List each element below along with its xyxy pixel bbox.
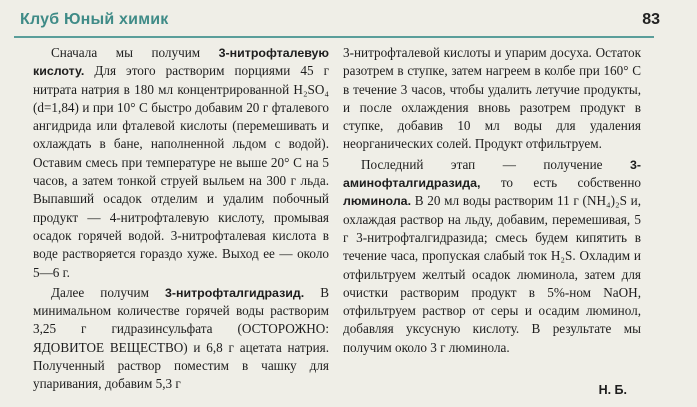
paragraph-nitrophthalic-acid <box>33 44 329 282</box>
paragraph-luminol <box>343 156 641 357</box>
paragraph-text: Сначала мы получим <box>51 45 219 60</box>
paragraph-text: В 20 мл воды растворим 11 г (NH₄)₂S и, охлаждая раствор на льду, добавим, перемешивая, 5 г 3-нитрофталгидразида; смесь будем кипятить в течение часа, пропуская слабый ток H₂S. Охладим и отфильтруем желтый осадок люминола, затем для очистки растворим продукт в 5%-ном NaOH, отфильтруем раствор от серы и осадим люминол, добавляя уксусную кислоту. В результате мы получим около 3 г люминола. <box>343 193 641 355</box>
paragraph-text: то есть собственно <box>480 175 641 191</box>
paragraph-text: Последний этап — получение <box>361 156 630 172</box>
term-aminophthalhydrazide: 3-аминофталгидразида, <box>343 157 641 191</box>
paragraph-text: Далее получим <box>51 284 165 300</box>
paragraph-text: В минимальном количестве горячей воды растворим 3,25 г гидразинсульфата (ОСТОРОЖНО: ЯДОВИТОЕ ВЕЩЕСТВО) и 6,8 г ацетата натрия. Полученный раствор поместим в чашку для упаривания, добавим 5,3 г <box>33 284 329 392</box>
term-nitrophthalhydrazide: 3-нитрофталгидразид. <box>165 285 305 300</box>
term-nitrophthalic-acid: 3-нитрофталевую кислоту. <box>33 46 329 79</box>
page-number: 83 <box>642 11 660 28</box>
section-title: Клуб Юный химик <box>20 11 169 28</box>
paragraph-continuation <box>343 44 641 154</box>
right-column <box>343 44 641 357</box>
paragraph-nitrophthalhydrazide <box>33 284 329 394</box>
paragraph-text: Для этого растворим порциями 45 г нитрата натрия в 180 мл концентрированной H₂SO₄ (d=1,84) и при 10° С быстро добавим 20 г фталевого ангидрида или фталевой кислоты (перемешивать и охлаждать в бане, наполненной льдом с водой). Оставим смесь при температуре не выше 20° С на 5 часов, а затем тонкой струей выльем на 300 г льда. Выпавший осадок отделим и удалим побочный продукт — 4-нитрофталевую кислоту, промывая осадок горячей водой. 3-нитрофталевая кислота в воде растворяется гораздо хуже. Выход ее — около 5—6 г. <box>33 63 329 280</box>
author-signature: Н. Б. <box>598 383 627 397</box>
left-column <box>33 44 329 394</box>
page-header <box>14 6 660 38</box>
paragraph-text: 3-нитрофталевой кислоты и упарим досуха. Остаток разотрем в ступке, затем нагреем в колбе при 160° С в течение 3 часов, чтобы удалить летучие продукты, и после охлаждения вновь разотрем продукт в ступке, добавив 10 мл воды для удаления неорганических солей. Продукт отфильтруем. <box>343 45 641 152</box>
term-luminol: люминола. <box>343 194 412 209</box>
